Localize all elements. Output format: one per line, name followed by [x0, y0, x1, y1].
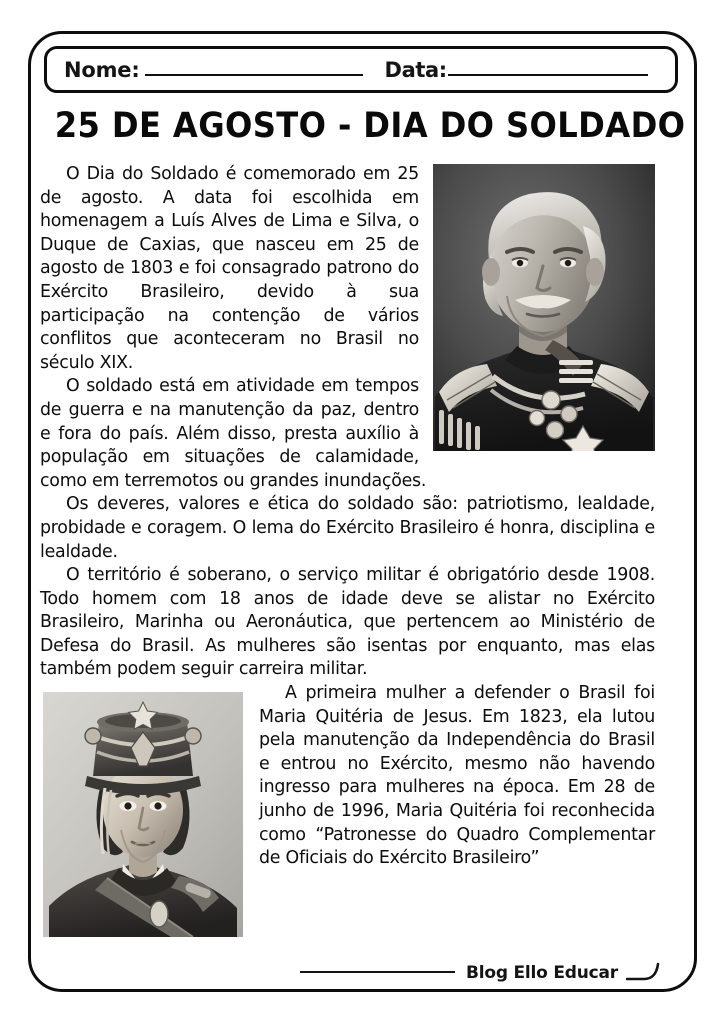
nome-field[interactable]	[64, 58, 363, 82]
footer-credit-text: Blog Ello Educar	[465, 963, 618, 983]
data-write-line[interactable]	[448, 74, 648, 76]
footer-flourish-icon	[626, 962, 660, 982]
name-date-box	[44, 46, 678, 93]
data-field[interactable]	[385, 58, 648, 82]
footer-rule	[300, 971, 455, 973]
duque-de-caxias-portrait	[433, 164, 655, 451]
paragraph: Os deveres, valores e ética do soldado são: patriotismo, lealdade, probidade e coragem. O lema do Exército Brasileiro é honra, disciplina e lealdade.	[40, 494, 655, 562]
page-title: 25 DE AGOSTO - DIA DO SOLDADO	[54, 106, 686, 146]
paragraph: O território é soberano, o serviço militar é obrigatório desde 1908. Todo homem com 18 anos de idade deve se alistar no Exército Brasileiro, Marinha ou Aeronáutica, que pertencem ao Ministério de Defesa do Brasil. As mulheres são isentas por enquanto, mas elas também podem seguir carreira militar.	[40, 565, 655, 680]
footer-credit	[300, 962, 660, 984]
paragraph: O soldado está em atividade em tempos de guerra e na manutenção da paz, dentro e fora do país. Além disso, presta auxílio à população em situações de calamidade, como em terremotos ou grandes inundações.	[40, 376, 427, 491]
maria-quiteria-portrait	[43, 692, 243, 937]
data-label: Data:	[384, 57, 447, 82]
paragraph: A primeira mulher a defender o Brasil foi Maria Quitéria de Jesus. Em 1823, ela lutou pela manutenção da Independência do Brasil e entrou no Exército, mesmo não havendo ingresso para mulheres na época. Em 28 de junho de 1996, Maria Quitéria foi reconhecida como “Patronesse do Quadro Complementar de Oficiais do Exército Brasileiro”	[259, 683, 655, 869]
nome-label: Nome:	[64, 57, 140, 82]
article-body	[40, 163, 655, 941]
paragraph: O Dia do Soldado é comemorado em 25 de agosto. A data foi escolhida em homenagem a Luís Alves de Lima e Silva, o Duque de Caxias, que nasceu em 25 de agosto de 1803 e foi consagrado patrono do Exército Brasileiro, devido à sua participação na contenção de vários conflitos que aconteceram no Brasil no século XIX.	[40, 164, 419, 373]
nome-write-line[interactable]	[145, 74, 363, 76]
